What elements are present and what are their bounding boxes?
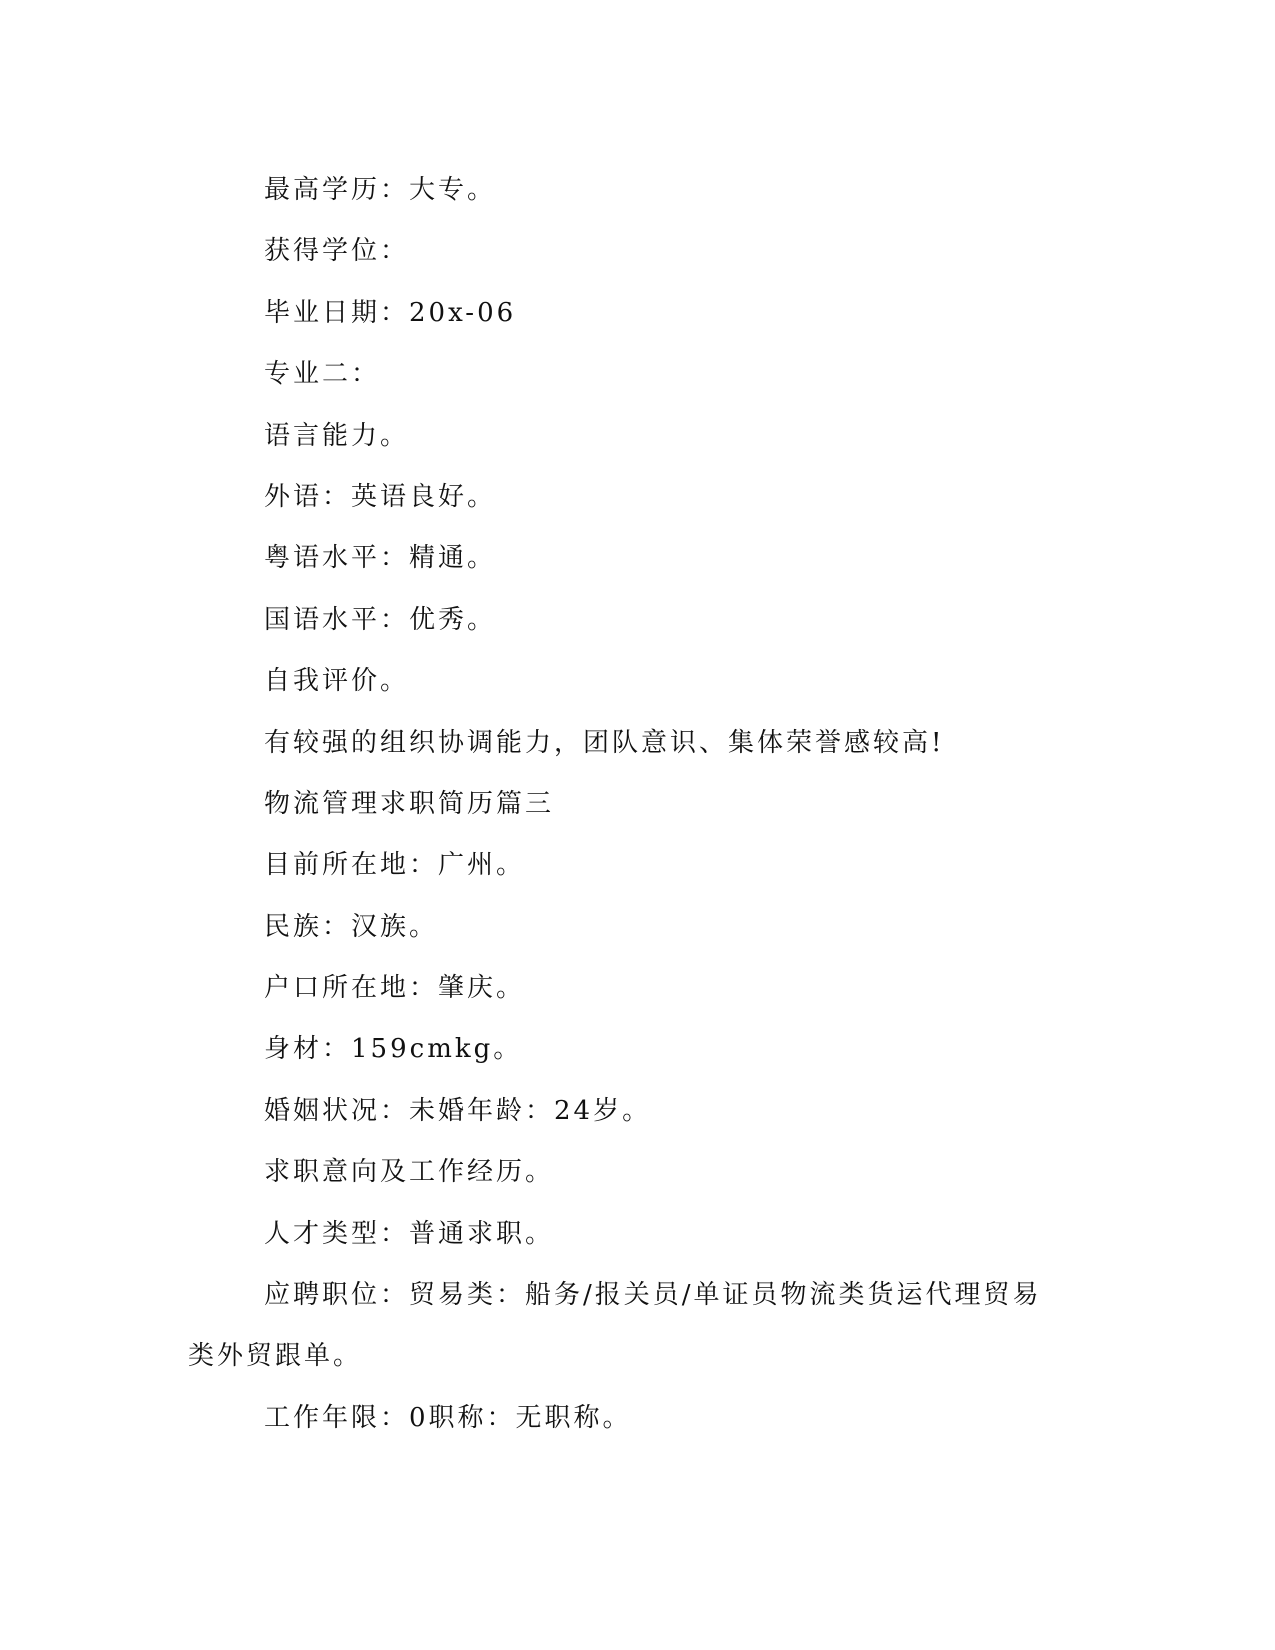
- applied-position-paragraph: 应聘职位：贸易类：船务/报关员/单证员物流类货运代理贸易类外贸跟单。: [188, 1280, 1042, 1372]
- graduation-date-line: 毕业日期：20x-06: [264, 297, 517, 328]
- highest-education-line: 最高学历：大专。: [264, 175, 497, 205]
- ethnicity-line: 民族：汉族。: [264, 911, 439, 942]
- self-evaluation-heading: 自我评价。: [264, 666, 410, 697]
- document-body: [188, 160, 1068, 1449]
- cantonese-level-line: 粤语水平：精通。: [264, 543, 497, 574]
- foreign-language-line: 外语：英语良好。: [264, 481, 497, 512]
- degree-line: 获得学位：: [264, 236, 410, 267]
- current-location-line: 目前所在地：广州。: [264, 850, 526, 881]
- marital-status-age-line: 婚姻状况：未婚年龄：24岁。: [264, 1095, 652, 1126]
- height-weight-line: 身材：159cmkg。: [264, 1034, 523, 1065]
- resume-section-title: 物流管理求职简历篇三: [264, 788, 555, 819]
- self-evaluation-text: 有较强的组织协调能力，团队意识、集体荣誉感较高!: [264, 727, 945, 758]
- work-years-title-line: 工作年限：0职称：无职称。: [264, 1402, 632, 1433]
- second-major-line: 专业二：: [264, 359, 381, 390]
- language-ability-heading: 语言能力。: [264, 420, 410, 451]
- household-registration-line: 户口所在地：肇庆。: [264, 973, 526, 1004]
- talent-type-line: 人才类型：普通求职。: [264, 1218, 555, 1249]
- mandarin-level-line: 国语水平：优秀。: [264, 604, 497, 635]
- job-intention-heading: 求职意向及工作经历。: [264, 1157, 555, 1188]
